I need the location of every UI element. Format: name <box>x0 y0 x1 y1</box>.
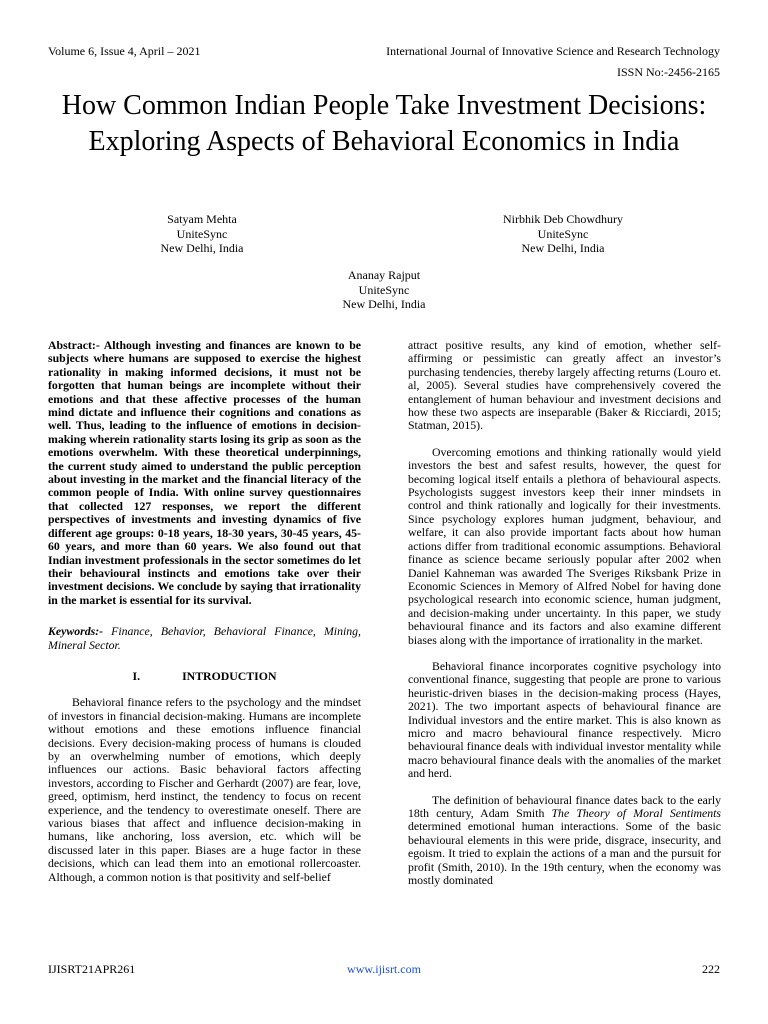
page-number: 222 <box>702 962 720 976</box>
author-org: UniteSync <box>537 226 589 241</box>
section-heading-introduction <box>48 670 361 683</box>
issn: ISSN No:-2456-2165 <box>616 65 720 79</box>
author-location: New Delhi, India <box>342 297 426 311</box>
keywords-label: Keywords:- <box>48 624 104 639</box>
right-column <box>408 339 721 887</box>
right-paragraph-1: attract positive results, any kind of emotion, whether self-affirming or pessimistic can greatly affect an investor’s purchasing tendencies, thereby largely affecting returns (Louro et. al, 2005). Several studies have comprehensively covered the entanglement of human behaviour and investment decisions and how these two aspects are inseparable (Baker & Ricciardi, 2015; Statman, 2015). <box>408 338 721 433</box>
author-location: New Delhi, India <box>521 241 605 255</box>
author-location: New Delhi, India <box>160 241 244 255</box>
right-paragraph-2: Overcoming emotions and thinking rationally would yield investors the best and safest results, however, the quest for becoming logical itself entails a plethora of behavioural aspects. Psychologists suggest investors keep their inner mindsets in control and think rationally and logically for their investments. Since psychology explores human judgment, behaviour, and welfare, it can also provide important facts about how human actions differ from traditional economic assumptions. Behavioral finance as science became seriously popular after 2002 when Daniel Kahneman was awarded The Sveriges Riksbank Prize in Economic Sciences in Memory of Alfred Nobel for having done psychological research into economic science, human judgment, and decision-making under uncertainty. In this paper, we study behavioural finance and its factors and also examine different biases along with the importance of irrationality in the market. <box>408 444 721 647</box>
journal-name: International Journal of Innovative Science and Research Technology <box>386 44 720 58</box>
author-name: Nirbhik Deb Chowdhury <box>503 212 623 226</box>
paragraph-text: determined emotional human interactions. Some of the basic behavioural elements in this were pride, disgrace, insecurity, and egoism. It tried to explain the actions of a man and the pursuit for profit (Smith, 2010). In the 19th century, when the economy was mostly dominated <box>408 819 721 888</box>
author-org: UniteSync <box>358 282 410 297</box>
author-block-3 <box>294 268 474 312</box>
paper-title: How Common Indian People Take Investment Decisions: Exploring Aspects of Behavioral Economics in India <box>61 90 707 157</box>
author-block-2 <box>463 212 663 256</box>
section-title: INTRODUCTION <box>182 668 277 683</box>
footer-website-link[interactable]: www.ijisrt.com <box>347 962 421 976</box>
paragraph-text: The definition of behavioural finance dates back to the early 18th century, Adam Smith <box>408 792 721 820</box>
right-paragraph-4 <box>408 794 721 888</box>
keywords <box>48 625 361 652</box>
volume-info: Volume 6, Issue 4, April – 2021 <box>48 44 201 58</box>
author-name: Ananay Rajput <box>347 268 421 282</box>
author-name: Satyam Mehta <box>167 212 237 226</box>
left-column <box>48 339 361 884</box>
keywords-text: Finance, Behavior, Behavioral Finance, Mining, Mineral Sector. <box>48 624 361 652</box>
intro-paragraph-1: Behavioral finance refers to the psychology and the mindset of investors in financial decision-making. Humans are incomplete without emotions and these emotions influence financial decisions. Every decision-making process of humans is clouded by an overwhelming number of emotions, which deeply influences our actions. Basic behavioral factors affecting investors, according to Fischer and Gerhardt (2007) are fear, love, greed, optimism, herd instinct, the tendency to focus on recent experience, and the tendency to overestimate oneself. There are various biases that affect and influence decision-making in humans, like anchoring, loss aversion, etc. which will be discussed later in this paper. Biases are a huge factor in these decisions, which can lead them into an emotional rollercoaster. Although, a common notion is that positivity and self-belief <box>48 695 361 884</box>
footer-paper-code: IJISRT21APR261 <box>48 962 136 976</box>
author-org: UniteSync <box>176 226 228 241</box>
author-block-1 <box>112 212 292 256</box>
section-number: I. <box>132 668 141 683</box>
right-paragraph-3: Behavioral finance incorporates cognitive psychology into conventional finance, suggesting that people are prone to various heuristic-driven biases in the decision-making process (Hayes, 2021). The two important aspects of behavioural finance are Individual investors and the entire market. This is also known as micro and macro behavioural finance respectively. Micro behavioural finance deals with individual investor mentality while macro behavioural finance deals with the anomalies of the market and herd. <box>408 658 721 781</box>
abstract: Abstract:- Although investing and finances are known to be subjects where humans are supposed to exercise the highest rationality in making informed decisions, it must not be forgotten that human beings are incomplete without their emotions and that these affective processes of the human mind dictate and influence their cognitions and conations as well. Thus, leading to the influence of emotions in decision-making wherein rationality starts losing its grip as soon as the emotions overwhelm. With these theoretical underpinnings, the current study aimed to understand the public perception about investing in the market and the financial literacy of the common people of India. With online survey questionnaires that collected 127 responses, we report the different perspectives of investments and investing dynamics of five different age groups: 0-18 years, 18-30 years, 30-45 years, 45-60 years, and more than 60 years. We also found out that Indian investment professionals in the sector sometimes do let their behavioural instincts and emotions take over their investment decisions. We conclude by saying that irrationality in the market is essential for its survival. <box>48 338 361 607</box>
book-title: The Theory of Moral Sentiments <box>551 806 721 820</box>
